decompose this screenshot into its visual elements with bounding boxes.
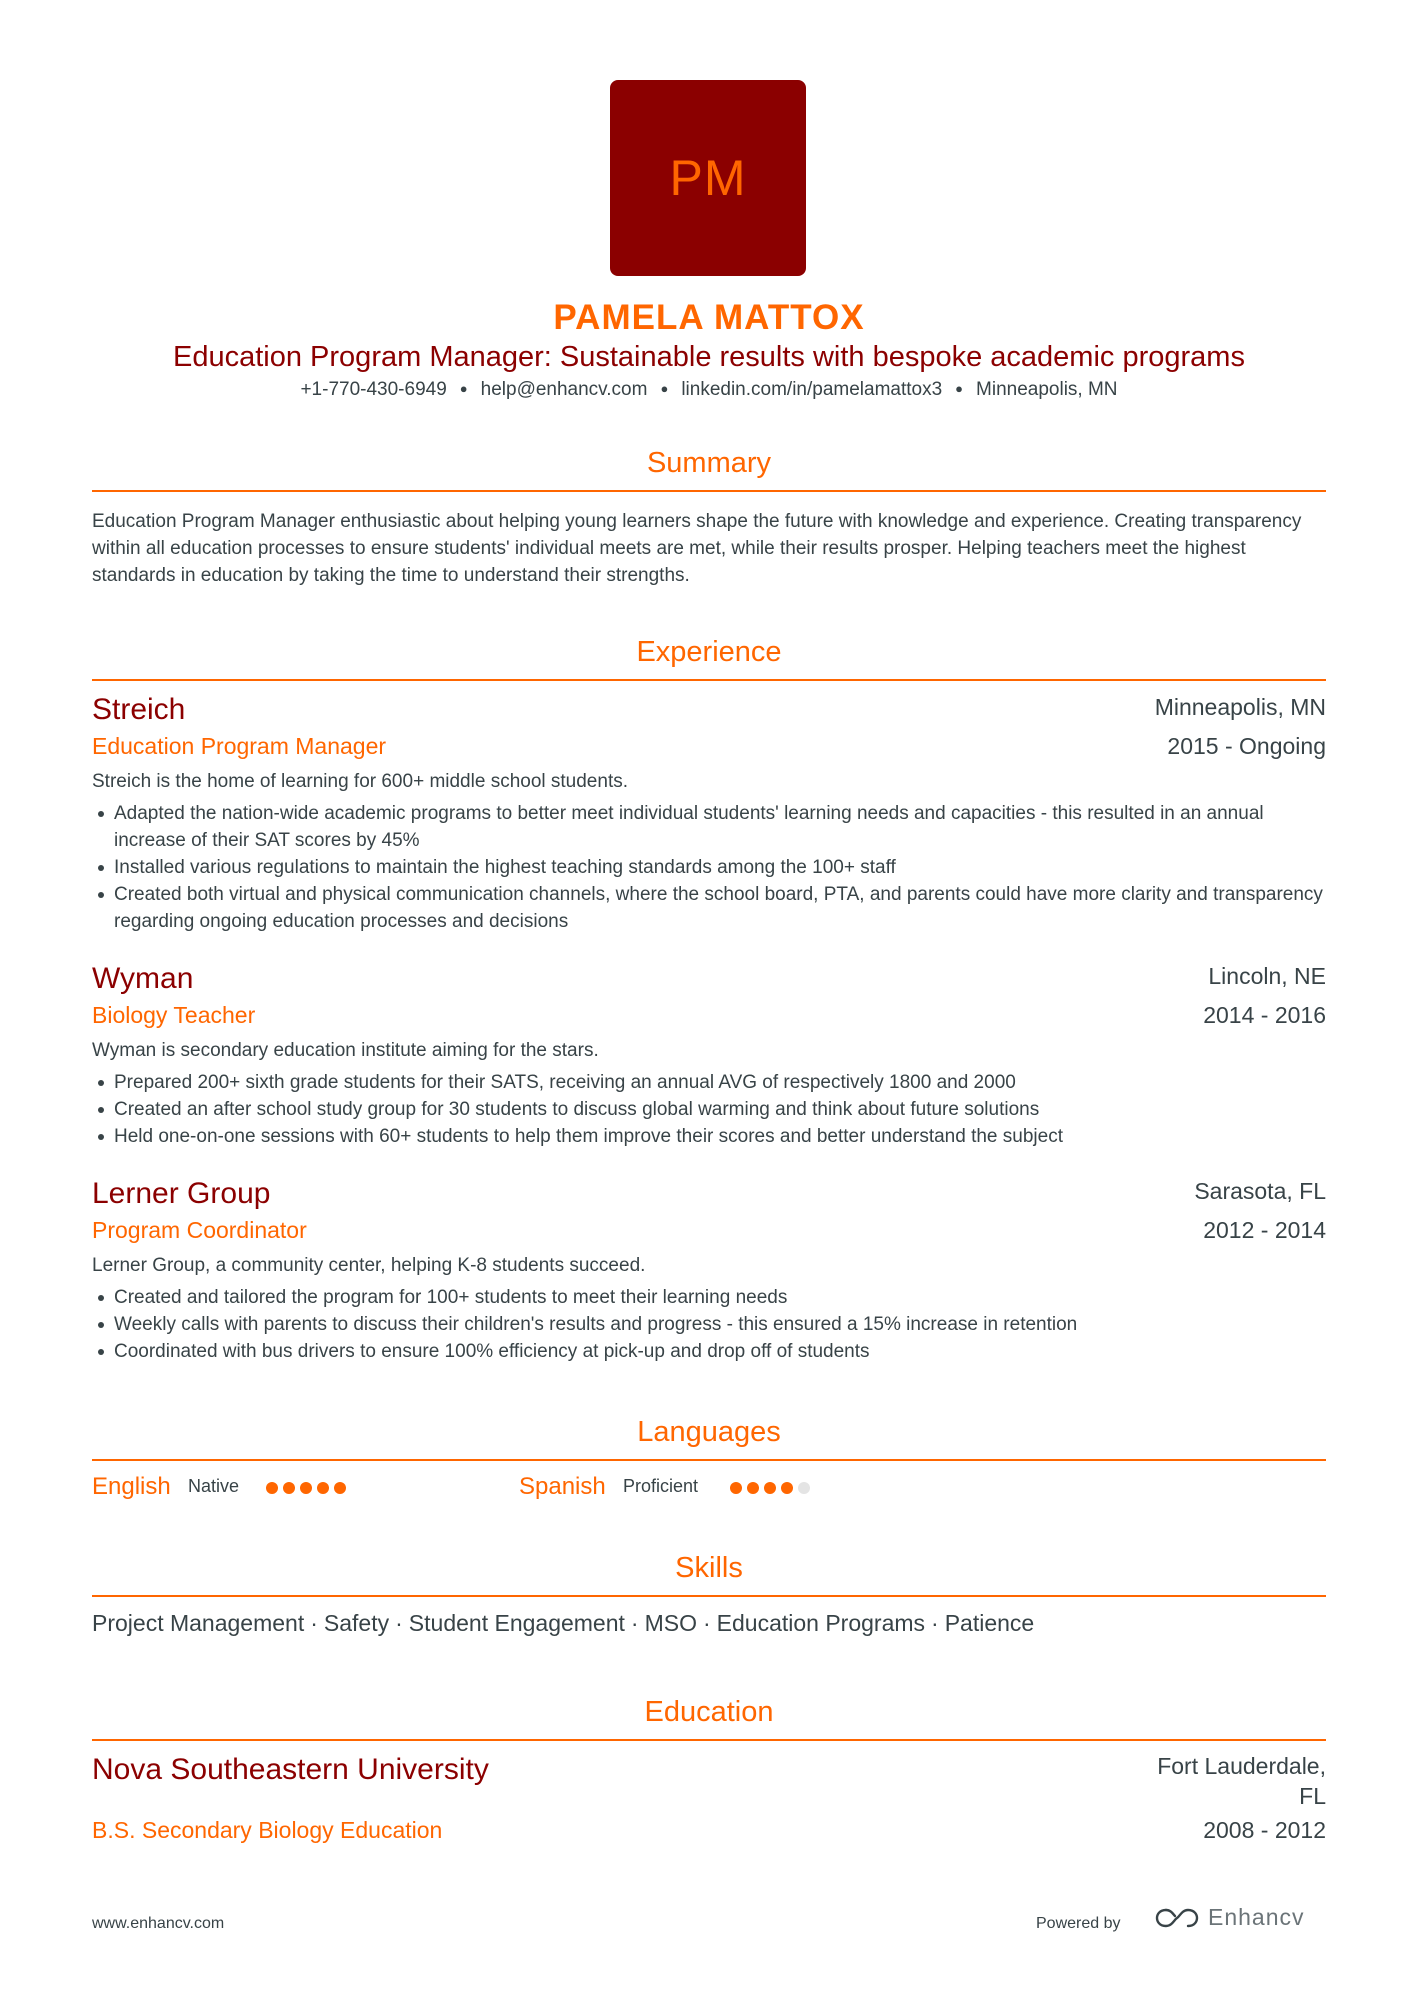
- section-title-summary: Summary: [646, 447, 772, 479]
- brand-name: Enhancv: [1208, 1904, 1305, 1930]
- skill-item: Safety: [323, 1610, 390, 1636]
- language-level: Native: [188, 1476, 240, 1496]
- location: Minneapolis, MN: [976, 379, 1118, 400]
- school-name: Nova Southeastern University: [92, 1753, 489, 1786]
- job-bullets: [92, 800, 1326, 935]
- company-description: Wyman is secondary education institute aiming for the stars.: [92, 1040, 599, 1061]
- skills-list: [92, 1610, 1034, 1637]
- skill-separator: ·: [630, 1610, 639, 1636]
- bullet-separator: ●: [955, 381, 964, 396]
- infinity-logo-icon: [1154, 1906, 1200, 1930]
- skill-item: Project Management: [92, 1610, 305, 1636]
- job-bullets: [92, 1069, 1326, 1150]
- footer-url[interactable]: www.enhancv.com: [92, 1915, 225, 1932]
- section-divider: [92, 1595, 1326, 1597]
- avatar: [610, 80, 806, 276]
- rating-dot-empty: [798, 1482, 810, 1494]
- degree: B.S. Secondary Biology Education: [92, 1817, 443, 1843]
- phone[interactable]: +1-770-430-6949: [300, 379, 447, 400]
- job-dates: 2015 - Ongoing: [1167, 733, 1326, 759]
- contact-line: [92, 379, 1326, 401]
- skill-item: Patience: [944, 1610, 1035, 1636]
- section-title-education: Education: [644, 1696, 774, 1728]
- skill-separator: ·: [395, 1610, 403, 1636]
- section-divider: [92, 490, 1326, 492]
- language-name: Spanish: [519, 1473, 606, 1500]
- headline: Education Program Manager: Sustainable results with bespoke academic programs: [173, 341, 1245, 373]
- language-rating: [730, 1482, 810, 1494]
- section-title-skills: Skills: [675, 1552, 743, 1584]
- powered-by-label: Powered by: [1036, 1915, 1121, 1932]
- job-dates: 2012 - 2014: [1203, 1217, 1326, 1243]
- rating-dot-filled: [300, 1482, 312, 1494]
- linkedin[interactable]: linkedin.com/in/pamelamattox3: [681, 379, 943, 400]
- section-title-languages: Languages: [637, 1416, 781, 1448]
- company-name: Wyman: [92, 962, 194, 995]
- skill-separator: ·: [310, 1610, 318, 1636]
- summary-text: Education Program Manager enthusiastic about helping young learners shape the future with knowledge and experience. Creating transparency within all education processes to ensure students' individual meets are met, while their results prosper. Helping teachers meet the highest standards in education by taking the time to understand their strengths.: [92, 511, 1302, 586]
- section-divider: [92, 1459, 1326, 1461]
- company-name: Streich: [92, 693, 186, 726]
- skill-separator: ·: [931, 1610, 939, 1636]
- job-bullets: [92, 1284, 1326, 1365]
- list-item: Held one-on-one sessions with 60+ students to help them improve their scores and better understand the subject: [92, 1123, 1326, 1150]
- section-title-experience: Experience: [636, 636, 782, 668]
- avatar-initials: PM: [669, 150, 747, 206]
- list-item: Coordinated with bus drivers to ensure 100% efficiency at pick-up and drop off of students: [92, 1338, 1326, 1365]
- section-divider: [92, 679, 1326, 681]
- email[interactable]: help@enhancv.com: [480, 379, 648, 400]
- list-item: Created and tailored the program for 100+ students to meet their learning needs: [92, 1284, 1326, 1311]
- job-role: Biology Teacher: [92, 1002, 256, 1028]
- language-level: Proficient: [623, 1476, 699, 1496]
- resume-page: [92, 0, 1326, 1995]
- language-name: English: [92, 1473, 171, 1500]
- school-location-line1: Fort Lauderdale,: [1157, 1753, 1326, 1779]
- job-location: Lincoln, NE: [1208, 963, 1326, 989]
- school-location-line2: FL: [1299, 1783, 1326, 1809]
- bullet-separator: ●: [660, 381, 669, 396]
- list-item: Installed various regulations to maintain the highest teaching standards among the 100+ staff: [92, 854, 1326, 881]
- rating-dot-filled: [730, 1482, 742, 1494]
- section-divider: [92, 1739, 1326, 1741]
- candidate-name: PAMELA MATTOX: [553, 298, 865, 337]
- education-dates: 2008 - 2012: [1203, 1817, 1326, 1843]
- job-dates: 2014 - 2016: [1203, 1002, 1326, 1028]
- list-item: Weekly calls with parents to discuss their children's results and progress - this ensured a 15% increase in retention: [92, 1311, 1326, 1338]
- job-location: Sarasota, FL: [1194, 1178, 1326, 1204]
- rating-dot-filled: [266, 1482, 278, 1494]
- skill-item: MSO: [644, 1610, 697, 1636]
- bullet-separator: ●: [459, 381, 468, 396]
- rating-dot-filled: [747, 1482, 759, 1494]
- company-description: Lerner Group, a community center, helping K-8 students succeed.: [92, 1255, 646, 1276]
- job-role: Education Program Manager: [92, 733, 387, 759]
- job-location: Minneapolis, MN: [1154, 694, 1326, 720]
- list-item: Prepared 200+ sixth grade students for their SATS, receiving an annual AVG of respectively 1800 and 2000: [92, 1069, 1326, 1096]
- skill-item: Education Programs: [716, 1610, 926, 1636]
- list-item: Adapted the nation-wide academic programs to better meet individual students' learning needs and capacities - this resulted in an annual increase of their SAT scores by 45%: [92, 800, 1326, 854]
- skill-separator: ·: [702, 1610, 711, 1636]
- company-description: Streich is the home of learning for 600+ middle school students.: [92, 771, 628, 792]
- rating-dot-filled: [283, 1482, 295, 1494]
- rating-dot-filled: [334, 1482, 346, 1494]
- company-name: Lerner Group: [92, 1177, 271, 1210]
- job-role: Program Coordinator: [92, 1217, 307, 1243]
- rating-dot-filled: [764, 1482, 776, 1494]
- list-item: Created both virtual and physical communication channels, where the school board, PTA, and parents could have more clarity and transparency regarding ongoing education processes and decisions: [92, 881, 1326, 935]
- language-rating: [266, 1482, 346, 1494]
- brand-logo[interactable]: [1154, 1904, 1305, 1931]
- rating-dot-filled: [317, 1482, 329, 1494]
- rating-dot-filled: [781, 1482, 793, 1494]
- skill-item: Student Engagement: [408, 1610, 625, 1636]
- list-item: Created an after school study group for 30 students to discuss global warming and think about future solutions: [92, 1096, 1326, 1123]
